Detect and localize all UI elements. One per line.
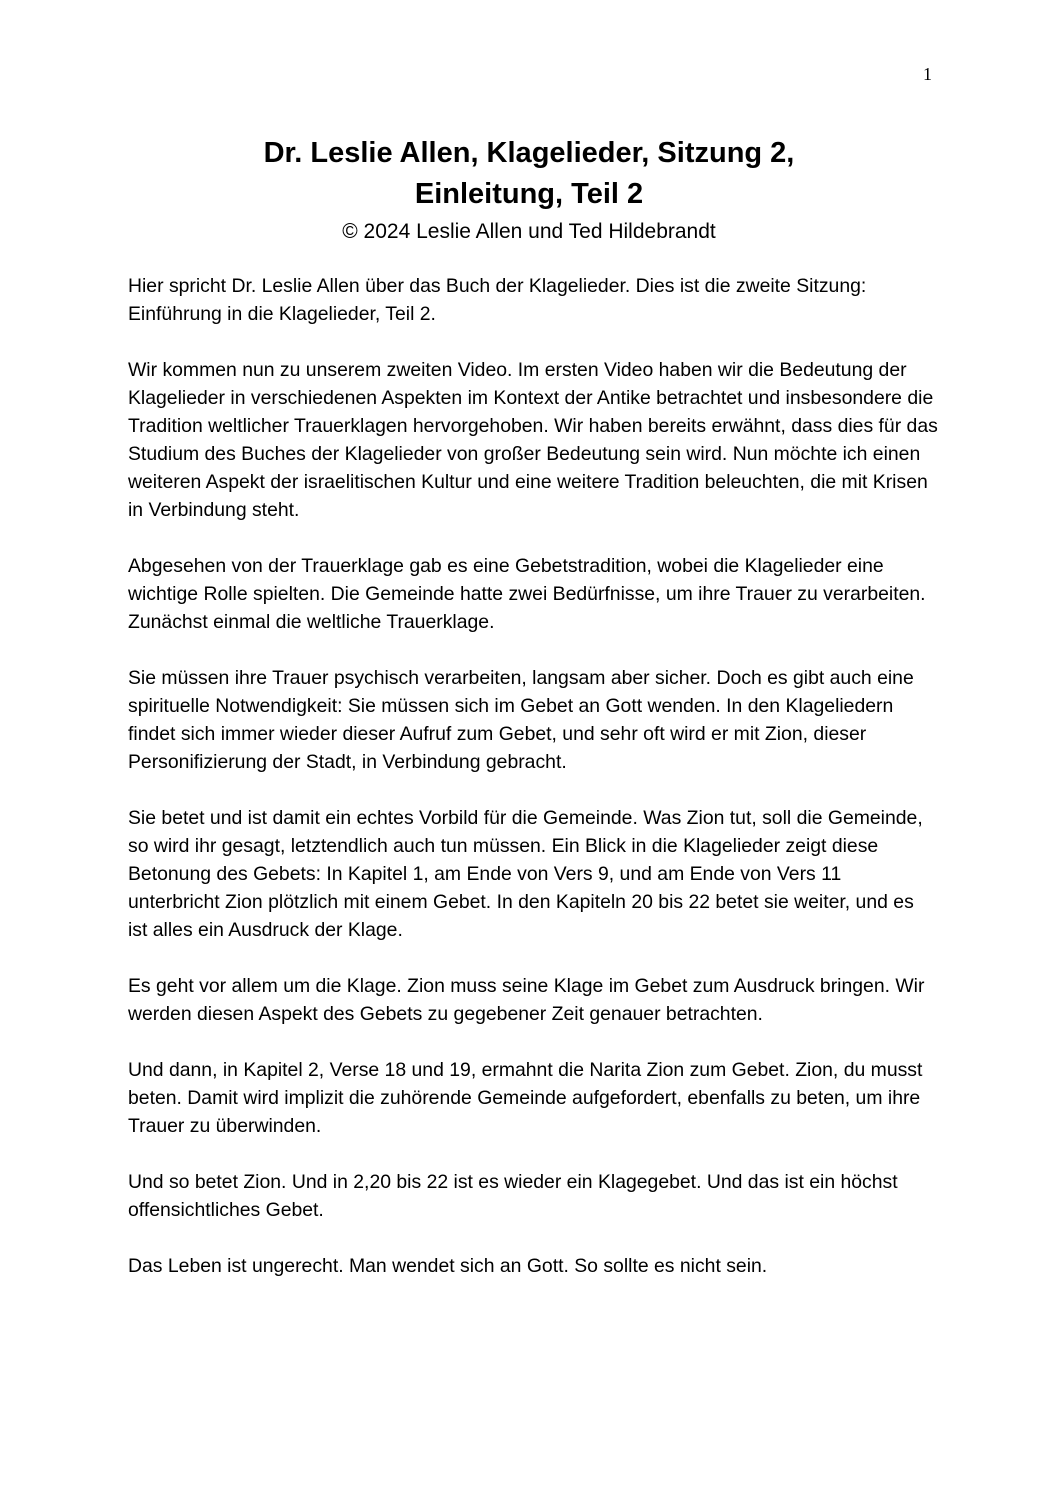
paragraph-5: Sie betet und ist damit ein echtes Vorbild für die Gemeinde. Was Zion tut, soll die Gemeinde, so wird ihr gesagt, letztendlich auch tun müssen. Ein Blick in die Klagelieder zeigt diese Betonung des Gebets: In Kapitel 1, am Ende von Vers 9, und am Ende von Vers 11 unterbricht Zion plötzlich mit einem Gebet. In den Kapiteln 20 bis 22 betet sie weiter, und es ist alles ein Ausdruck der Klage.: [128, 807, 923, 941]
paragraph-6: Es geht vor allem um die Klage. Zion muss seine Klage im Gebet zum Ausdruck bringen. Wir werden diesen Aspekt des Gebets zu gegebener Zeit genauer betrachten.: [128, 975, 925, 1025]
paragraph-1: Hier spricht Dr. Leslie Allen über das Buch der Klagelieder. Dies ist die zweite Sitzung: Einführung in die Klagelieder, Teil 2.: [128, 275, 867, 325]
paragraph-8: Und so betet Zion. Und in 2,20 bis 22 ist es wieder ein Klagegebet. Und das ist ein höchst offensichtliches Gebet.: [128, 1171, 898, 1221]
paragraph-2: Wir kommen nun zu unserem zweiten Video. Im ersten Video haben wir die Bedeutung der Klagelieder in verschiedenen Aspekten im Kontext der Antike betrachtet und insbesondere die Tradition weltlicher Trauerklagen hervorgehoben. Wir haben bereits erwähnt, dass dies für das Studium des Buches der Klagelieder von großer Bedeutung sein wird. Nun möchte ich einen weiteren Aspekt der israelitischen Kultur und eine weitere Tradition beleuchten, die mit Krisen in Verbindung steht.: [128, 359, 938, 521]
paragraph-7: Und dann, in Kapitel 2, Verse 18 und 19, ermahnt die Narita Zion zum Gebet. Zion, du musst beten. Damit wird implizit die zuhörende Gemeinde aufgefordert, ebenfalls zu beten, um ihre Trauer zu überwinden.: [128, 1059, 923, 1137]
paragraph-9: Das Leben ist ungerecht. Man wendet sich an Gott. So sollte es nicht sein.: [128, 1255, 768, 1277]
page-number: 1: [923, 64, 932, 84]
document-title: [0, 133, 1058, 215]
title-line-1: Dr. Leslie Allen, Klagelieder, Sitzung 2,: [263, 137, 795, 169]
copyright-line: © 2024 Leslie Allen und Ted Hildebrandt: [342, 220, 716, 243]
title-line-2: Einleitung, Teil 2: [414, 178, 644, 210]
paragraph-4: Sie müssen ihre Trauer psychisch verarbeiten, langsam aber sicher. Doch es gibt auch eine spirituelle Notwendigkeit: Sie müssen sich im Gebet an Gott wenden. In den Klageliedern findet sich immer wieder dieser Aufruf zum Gebet, und sehr oft wird er mit Zion, dieser Personifizierung der Stadt, in Verbindung gebracht.: [128, 667, 914, 773]
document-body: [128, 272, 938, 1308]
paragraph-3: Abgesehen von der Trauerklage gab es eine Gebetstradition, wobei die Klagelieder eine wichtige Rolle spielten. Die Gemeinde hatte zwei Bedürfnisse, um ihre Trauer zu verarbeiten. Zunächst einmal die weltliche Trauerklage.: [128, 555, 926, 633]
